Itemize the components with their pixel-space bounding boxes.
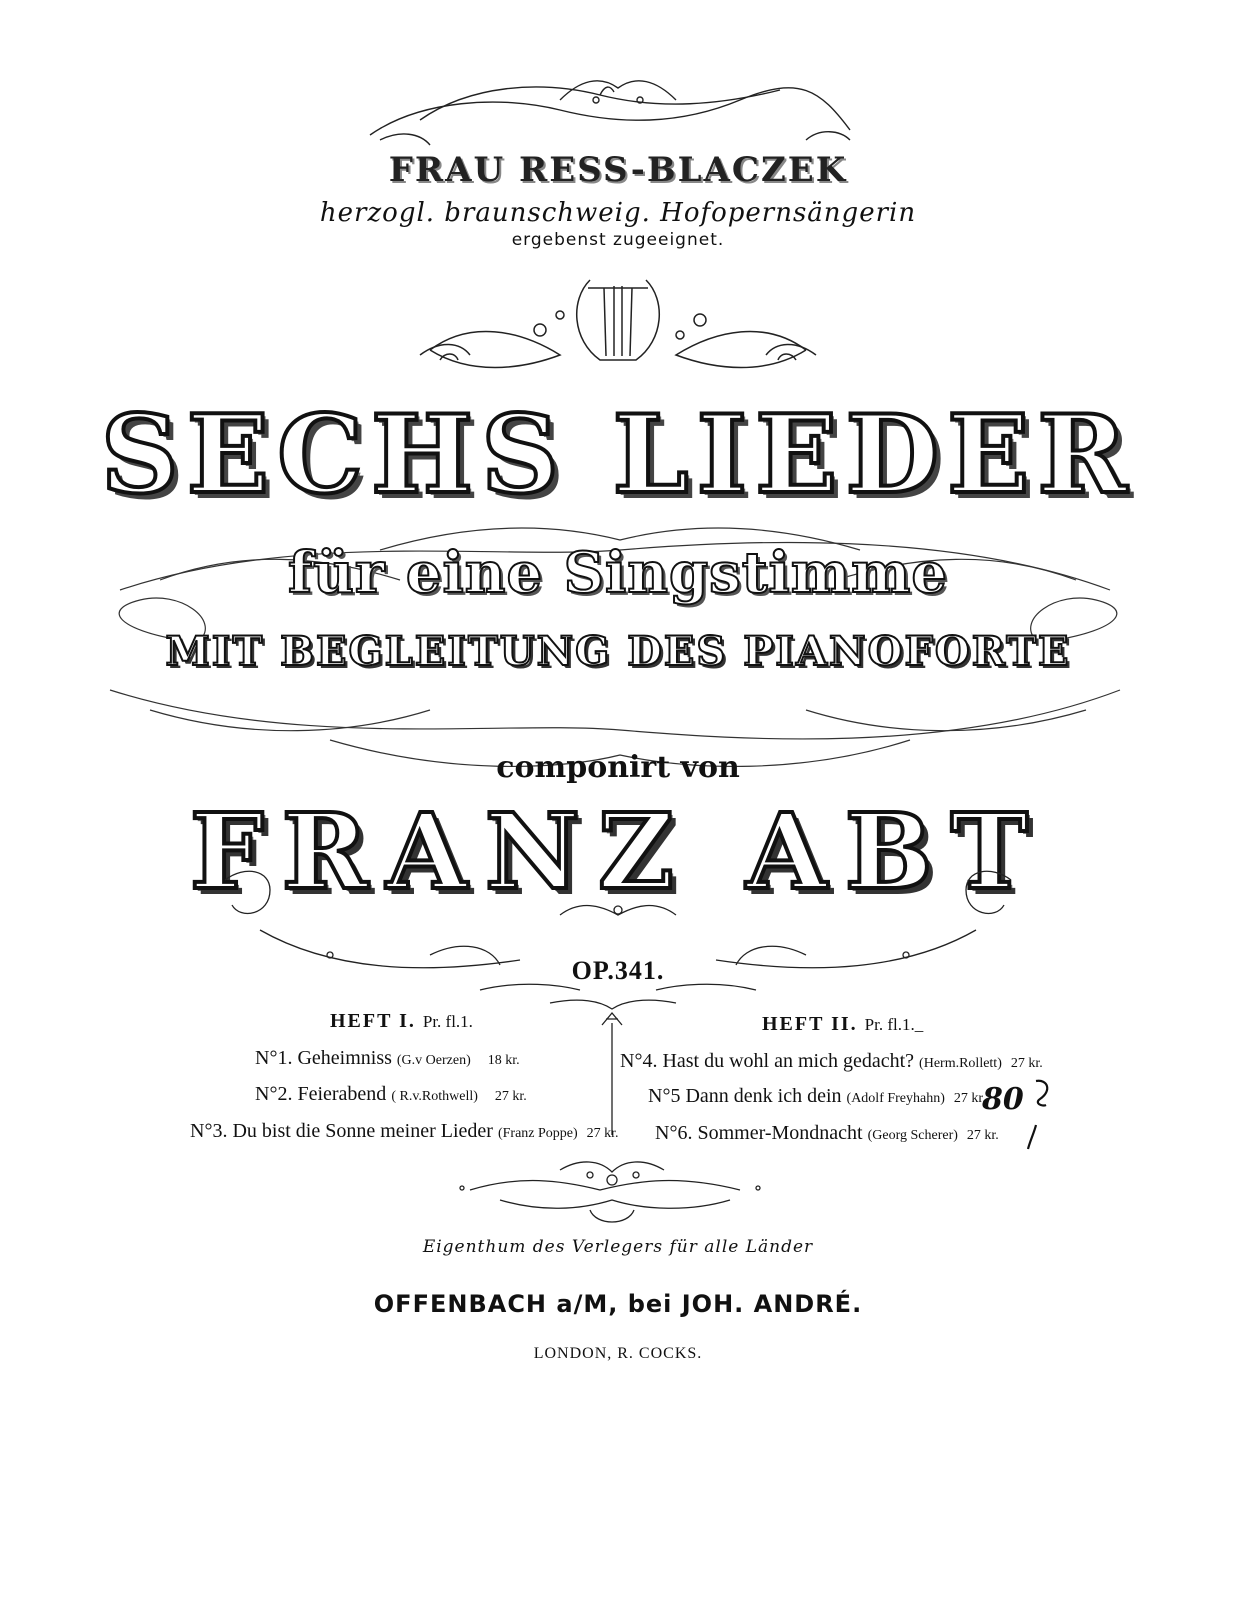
publisher-name: OFFENBACH a/M, bei JOH. ANDRÉ. xyxy=(373,1290,863,1318)
song-title: Dann denk ich dein xyxy=(685,1085,842,1107)
main-title: SECHS LIEDER xyxy=(100,392,1136,518)
song-author: (Herm.Rollett) xyxy=(919,1056,1002,1071)
song-5 xyxy=(648,1085,986,1108)
dedication-line: ergebenst zugeeignet. xyxy=(511,230,725,250)
song-author: (Georg Scherer) xyxy=(867,1128,958,1143)
lyre-ornament xyxy=(0,260,1236,400)
composed-by-label: componirt von xyxy=(496,750,740,785)
song-price: 27 kr. xyxy=(586,1126,619,1141)
bottom-ornament xyxy=(0,1150,1236,1240)
song-price: 27 kr. xyxy=(953,1091,986,1106)
song-number: N°4. xyxy=(620,1050,658,1072)
song-price: 27 kr. xyxy=(966,1128,999,1143)
song-6 xyxy=(655,1122,999,1145)
song-3 xyxy=(190,1120,619,1143)
heft-1-number: HEFT I. xyxy=(330,1010,416,1032)
composer-name: FRANZ ABT xyxy=(189,790,1047,913)
heft-2-price: Pr. fl.1._ xyxy=(864,1015,924,1034)
song-author: (Adolf Freyhahn) xyxy=(846,1091,945,1106)
song-price: 27 kr. xyxy=(1010,1056,1043,1071)
handwritten-mark xyxy=(1018,1075,1078,1155)
song-author: (Franz Poppe) xyxy=(497,1126,578,1141)
handwritten-number: 80 xyxy=(982,1082,1024,1117)
song-author: ( R.v.Rothwell) xyxy=(391,1089,478,1104)
song-number: N°3. xyxy=(190,1120,228,1142)
song-4 xyxy=(620,1050,1043,1073)
song-author: (G.v Oerzen) xyxy=(396,1053,471,1068)
top-flourish xyxy=(0,0,1236,160)
song-price: 18 kr. xyxy=(487,1053,520,1068)
dedicatee-title: herzogl. braunschweig. Hofopernsängerin xyxy=(319,198,917,228)
dedicatee-name: FRAU RESS-BLACZEK xyxy=(388,150,848,190)
song-title: Sommer-Mondnacht xyxy=(697,1122,863,1144)
heft-1-label xyxy=(330,1010,473,1033)
song-title: Geheimniss xyxy=(297,1047,392,1069)
song-title: Du bist die Sonne meiner Lieder xyxy=(232,1120,493,1142)
song-number: N°1. xyxy=(255,1047,293,1069)
song-title: Hast du wohl an mich gedacht? xyxy=(662,1050,915,1072)
heft-1-price: Pr. fl.1. xyxy=(422,1012,473,1031)
opus-number: OP.341. xyxy=(571,956,665,985)
heft-2-number: HEFT II. xyxy=(762,1013,858,1035)
song-1 xyxy=(255,1047,520,1070)
ownership-note: Eigenthum des Verlegers für alle Länder xyxy=(422,1237,814,1257)
song-number: N°6. xyxy=(655,1122,693,1144)
subtitle-voice: für eine Singstimme xyxy=(288,540,948,606)
song-price: 27 kr. xyxy=(494,1089,527,1104)
song-title: Feierabend xyxy=(297,1083,387,1105)
publisher-london: LONDON, R. COCKS. xyxy=(533,1345,703,1362)
subtitle-accompaniment: MIT BEGLEITUNG DES PIANOFORTE xyxy=(165,628,1071,675)
song-number: N°2. xyxy=(255,1083,293,1105)
song-2 xyxy=(255,1083,527,1106)
song-number: N°5 xyxy=(648,1085,681,1107)
heft-2-label xyxy=(762,1013,923,1036)
